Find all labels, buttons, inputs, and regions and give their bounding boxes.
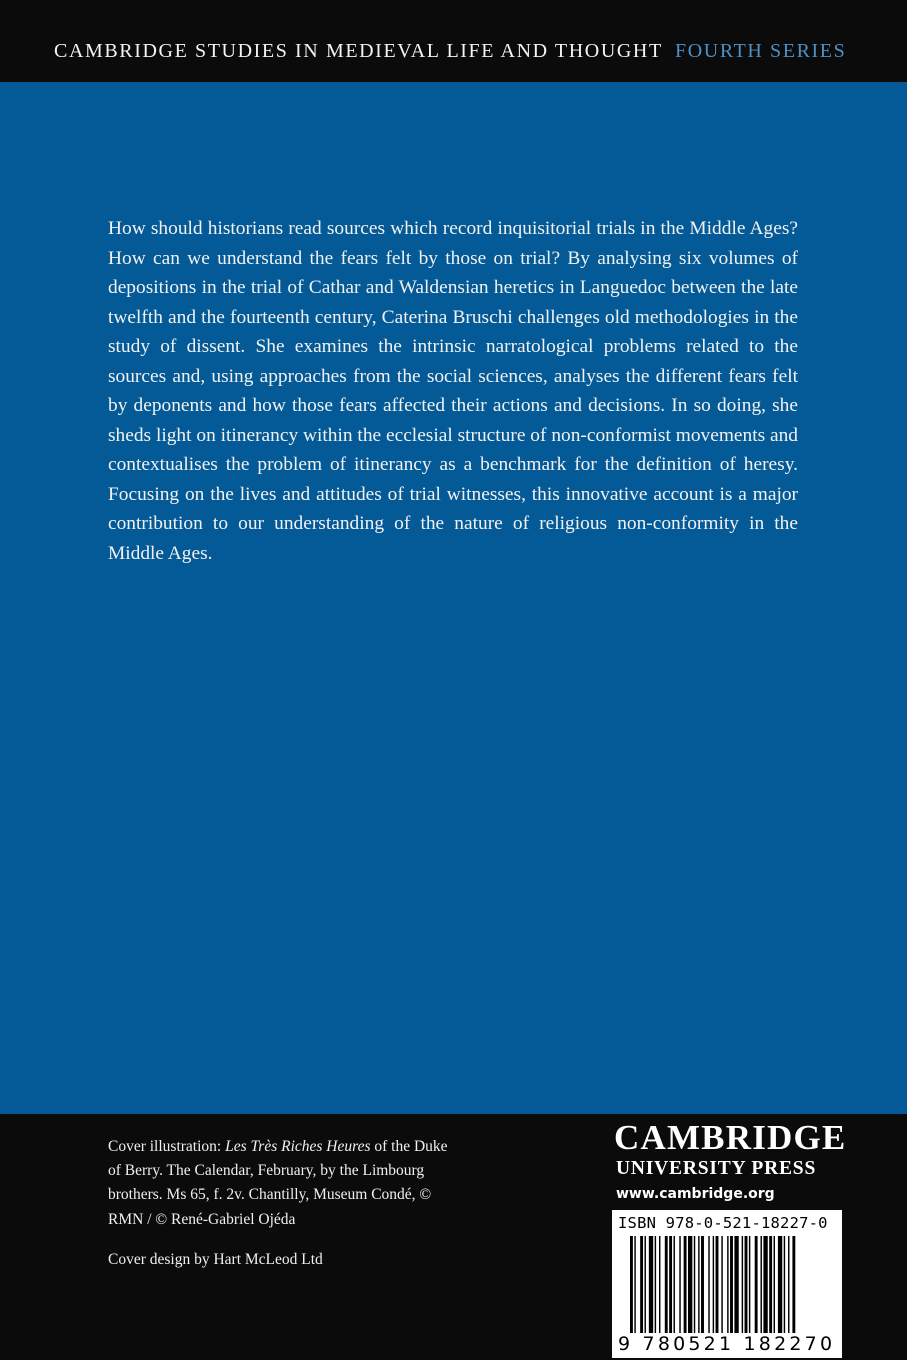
barcode-stripe <box>778 1236 782 1334</box>
barcode-stripe <box>755 1236 758 1334</box>
credit-rest: of the Duke of Berry. The Calendar, February, by the Limbourg brothers. Ms 65, f. 2v. Chantilly, Museum Condé, © RMN / © René-Gabriel Ojéda <box>108 1138 448 1228</box>
publisher-subtitle: UNIVERSITY PRESS <box>616 1158 817 1179</box>
barcode-stripe <box>716 1236 719 1334</box>
barcode-stripe <box>774 1236 775 1334</box>
barcode-stripe <box>708 1236 709 1334</box>
barcode-stripe <box>742 1236 743 1334</box>
barcode-stripe <box>734 1236 738 1334</box>
barcode-stripe <box>645 1236 646 1334</box>
cover-illustration-credit <box>108 1135 458 1232</box>
barcode-stripe <box>688 1236 692 1334</box>
series-subtitle: FOURTH SERIES <box>675 40 847 62</box>
book-blurb: How should historians read sources which record inquisitorial trials in the Middle Ages? How can we understand the fears felt by those on trial? By analysing six volumes of depositions in the trial of Cathar and Waldensian heretics in Languedoc between the late twelfth and the fourteenth century, Caterina Bruschi challenges old methodologies in the study of dissent. She examines the intrinsic narratological problems related to the sources and, using approaches from the social sciences, analyses the different fears felt by deponents and how those fears affected their actions and decisions. In so doing, she sheds light on itinerancy within the ecclesial structure of non-conformist movements and contextualises the problem of itinerancy as a benchmark for the definition of heresy. Focusing on the lives and attitudes of trial witnesses, this innovative account is a major contribution to our understanding of the nature of religious non-conformity in the Middle Ages. <box>108 218 798 564</box>
barcode-stripe <box>649 1236 653 1334</box>
barcode-stripe <box>694 1236 695 1334</box>
barcode-stripe <box>769 1236 772 1334</box>
barcode-stripe <box>659 1236 660 1334</box>
series-title: CAMBRIDGE STUDIES IN MEDIEVAL LIFE AND THOUGHT <box>54 40 663 62</box>
barcode-stripe <box>665 1236 668 1334</box>
series-header <box>0 0 907 82</box>
barcode-stripe <box>630 1236 633 1348</box>
barcode-stripe <box>684 1236 687 1334</box>
barcode-stripe <box>721 1236 722 1334</box>
barcode-stripe <box>674 1236 675 1334</box>
barcode-stripe <box>763 1236 767 1334</box>
barcode-stripe <box>634 1236 635 1348</box>
barcode-stripe <box>749 1236 750 1334</box>
barcode-stripe <box>698 1236 699 1334</box>
publisher-name: CAMBRIDGE <box>614 1118 847 1157</box>
barcode-stripe <box>727 1236 728 1334</box>
barcode-stripe <box>713 1236 714 1348</box>
isbn-label: ISBN 978-0-521-18227-0 <box>618 1214 828 1232</box>
barcode-stripe <box>679 1236 680 1334</box>
barcode-stripe <box>784 1236 785 1334</box>
barcode-stripe <box>640 1236 643 1334</box>
publisher-logo <box>614 1118 847 1205</box>
publisher-url: www.cambridge.org <box>616 1186 775 1202</box>
barcode <box>612 1210 842 1358</box>
credit-title: Les Très Riches Heures <box>225 1138 371 1155</box>
barcode-stripe <box>745 1236 748 1334</box>
barcode-digits: 9 780521 182270 <box>618 1333 836 1355</box>
cover-design-credit: Cover design by Hart McLeod Ltd <box>108 1251 323 1268</box>
barcode-stripe <box>761 1236 762 1334</box>
credit-prefix: Cover illustration: <box>108 1138 226 1155</box>
barcode-stripe <box>669 1236 672 1334</box>
barcode-stripe <box>788 1236 789 1334</box>
barcode-stripe <box>792 1236 795 1348</box>
barcode-stripe <box>730 1236 733 1334</box>
barcode-stripe <box>655 1236 656 1334</box>
barcode-stripe <box>701 1236 704 1334</box>
